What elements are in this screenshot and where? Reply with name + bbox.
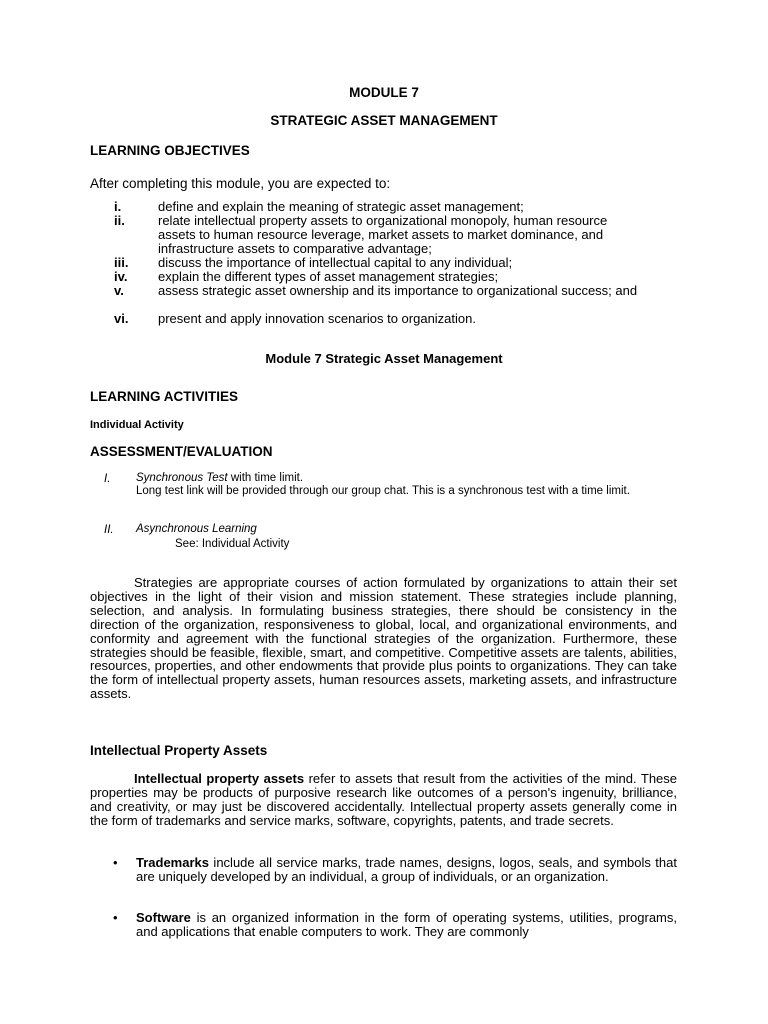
individual-activity-label: Individual Activity xyxy=(90,419,184,431)
assessment-item xyxy=(136,472,681,498)
objective-number: iv. xyxy=(114,269,128,284)
bullet-term: Trademarks xyxy=(136,855,209,870)
assessment-title: Asynchronous Learning xyxy=(136,523,257,535)
assessment-detail: Long test link will be provided through our group chat. This is a synchronous test with a time limit. xyxy=(136,485,630,497)
objective-number: i. xyxy=(114,199,122,214)
ip-assets-text: refer to assets that result from the activities of the mind. These properties may be products of purposive research like outcomes of a person's ingenuity, brilliance, and creativity, or may just be discovered accidentally. Intellectual property assets generally come in the form of trademarks and service marks, software, copyrights, patents, and trade secrets. xyxy=(90,771,678,828)
assessment-title-suffix: with time limit. xyxy=(227,472,304,484)
objective-number: iii. xyxy=(114,255,129,270)
objective-text: discuss the importance of intellectual capital to any individual; xyxy=(158,255,513,270)
module-heading: Module 7 Strategic Asset Management xyxy=(265,351,503,366)
assessment-number: I. xyxy=(104,473,111,485)
module-subtitle: STRATEGIC ASSET MANAGEMENT xyxy=(270,113,498,128)
learning-activities-heading: LEARNING ACTIVITIES xyxy=(90,389,239,404)
objective-text: relate intellectual property assets to organizational monopoly, human resource assets to human resource leverage, market assets to market dominance, and infrastructure assets to comparative advantage; xyxy=(158,213,608,256)
module-title: MODULE 7 xyxy=(349,85,419,100)
objective-text: assess strategic asset ownership and its importance to organizational success; and xyxy=(158,283,638,298)
assessment-item xyxy=(136,523,681,536)
assessment-detail: See: Individual Activity xyxy=(175,538,290,550)
ip-assets-lead: Intellectual property assets xyxy=(134,771,305,786)
objective-text: present and apply innovation scenarios to organization. xyxy=(158,311,476,326)
learning-objectives-heading: LEARNING OBJECTIVES xyxy=(90,143,250,158)
objective-number: ii. xyxy=(114,213,125,228)
assessment-title: Synchronous Test xyxy=(136,472,228,484)
objective-number: v. xyxy=(114,283,124,298)
objective-text: define and explain the meaning of strategic asset management; xyxy=(158,199,524,214)
strategies-paragraph: Strategies are appropriate courses of action formulated by organizations to attain their set objectives in the light of their vision and mission statement. These strategies include planning, selection, and analysis. In formulating business strategies, there should be consistency in the direction of the organization, responsiveness to global, local, and organizational environments, and conformity and agreement with the functional strategies of the organization. Furthermore, these strategies should be feasible, flexible, smart, and competitive. Competitive assets are talents, abilities, resources, properties, and other endowments that provide plus points to organizations. They can take the form of intellectual property assets, human resources assets, marketing assets, and infrastructure assets. xyxy=(90,575,677,702)
objective-text: explain the different types of asset management strategies; xyxy=(158,269,499,284)
ip-assets-heading: Intellectual Property Assets xyxy=(90,743,268,758)
assessment-heading: ASSESSMENT/EVALUATION xyxy=(90,444,273,459)
objective-number: vi. xyxy=(114,311,129,326)
bullet-item-trademarks xyxy=(136,856,677,884)
bullet-icon: • xyxy=(113,910,118,925)
bullet-text: include all service marks, trade names, designs, logos, seals, and symbols that are uniquely developed by an individual, a group of individuals, or an organization. xyxy=(136,855,677,884)
bullet-term: Software xyxy=(136,910,191,925)
ip-assets-paragraph xyxy=(90,772,677,828)
bullet-item-software xyxy=(136,911,677,939)
bullet-text: is an organized information in the form of operating systems, utilities, programs, and applications that enable computers to work. They are commonly xyxy=(136,910,677,939)
bullet-icon: • xyxy=(113,855,118,870)
assessment-number: II. xyxy=(104,524,114,536)
learning-objectives-intro: After completing this module, you are expected to: xyxy=(90,176,391,191)
